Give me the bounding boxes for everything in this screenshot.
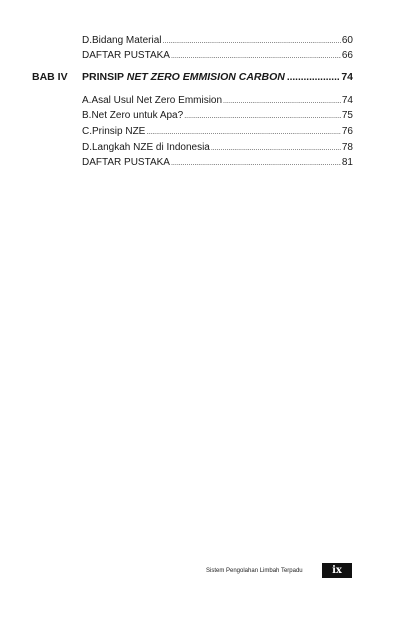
chapter-title-italic: NET ZERO EMMISION CARBON	[126, 71, 285, 83]
chapter-page: 74	[341, 71, 353, 83]
toc-entry-title: DAFTAR PUSTAKA	[82, 157, 170, 168]
toc-entry-page: 66	[341, 50, 353, 61]
toc-entry-page: 60	[341, 35, 353, 46]
dot-leader	[146, 128, 341, 138]
dot-leader	[162, 37, 340, 47]
toc-entry-title: Prinsip NZE	[92, 126, 146, 137]
toc-entry-title: DAFTAR PUSTAKA	[82, 50, 170, 61]
toc-entry-title: Asal Usul Net Zero Emmision	[91, 95, 223, 106]
dot-leader	[184, 112, 341, 122]
toc-entry-title: Net Zero untuk Apa?	[91, 110, 184, 121]
chapter-heading	[32, 71, 353, 83]
dot-leader	[287, 72, 339, 83]
dot-leader	[223, 97, 341, 107]
toc-entry-page: 78	[341, 142, 353, 153]
toc-entry-letter: C.	[82, 126, 92, 137]
toc-entry-title: Langkah NZE di Indonesia	[92, 142, 210, 153]
toc-entry-page: 76	[341, 126, 353, 137]
toc-entry	[82, 50, 353, 62]
dot-leader	[171, 159, 341, 169]
toc-entry	[82, 110, 353, 122]
toc-entry-letter: D.	[82, 35, 92, 46]
toc-entry	[82, 35, 353, 47]
chapter-title	[82, 71, 285, 83]
toc-entry-letter: D.	[82, 142, 92, 153]
toc-entry	[82, 157, 353, 169]
chapter-label: BAB IV	[32, 71, 68, 83]
toc-entry-letter: A.	[82, 95, 92, 106]
toc-entry	[82, 126, 353, 138]
toc-entry-title: Bidang Material	[92, 35, 162, 46]
footer-page-number: ix	[322, 563, 352, 578]
toc-entry	[82, 142, 353, 154]
footer-book-title: Sistem Pengolahan Limbah Terpadu	[206, 568, 303, 574]
toc-entry-page: 81	[341, 157, 353, 168]
toc-entry-page: 74	[341, 95, 353, 106]
toc-entry-page: 75	[341, 110, 353, 121]
dot-leader	[211, 144, 341, 154]
chapter-title-prefix: PRINSIP	[82, 71, 127, 83]
dot-leader	[171, 52, 341, 62]
toc-entry-letter: B.	[82, 110, 92, 121]
toc-entry	[82, 95, 353, 107]
